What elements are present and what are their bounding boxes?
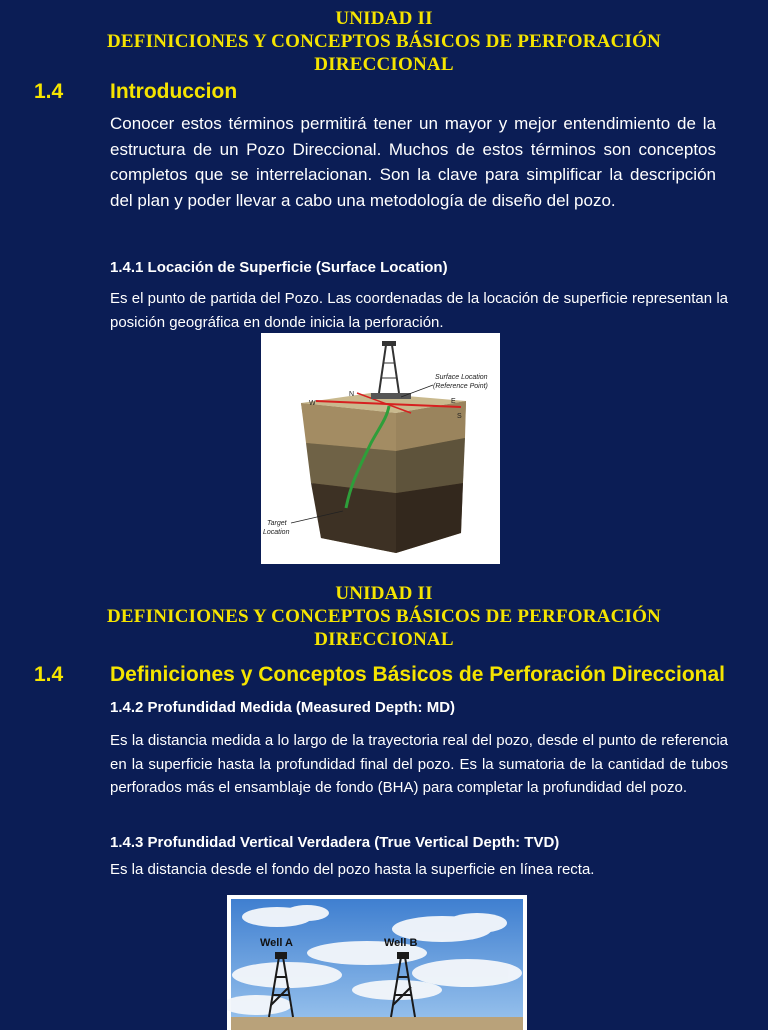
svg-text:Location: Location [263, 529, 290, 536]
unit-header [0, 580, 768, 651]
earth-block-diagram [261, 333, 500, 564]
wells-sky-illustration [227, 895, 527, 1030]
md-text: Es la distancia medida a lo largo de la trayectoria real del pozo, desde el punto de referencia en la superficie hasta la profundidad final del pozo. Es la sumatoria de la cantidad de tubos perforados más el ensamblaje de fondo (BHA) para completar la profundidad del pozo. [110, 732, 728, 796]
unit-title: UNIDAD II [335, 583, 433, 604]
section-heading [0, 663, 768, 693]
tvd-text: Es la distancia desde el fondo del pozo hasta la superficie en línea recta. [110, 861, 595, 878]
section-title: Definiciones y Conceptos Básicos de Perforación Direccional [110, 663, 726, 686]
unit-title: UNIDAD II [335, 8, 433, 29]
section-title: Introduccion [110, 80, 238, 103]
drilling-rig-icon [371, 341, 411, 399]
subsection-heading: 1.4.1 Locación de Superficie (Surface Location) [110, 259, 448, 276]
svg-text:(Reference Point): (Reference Point) [433, 383, 488, 390]
svg-text:E: E [451, 398, 456, 405]
md-heading: 1.4.2 Profundidad Medida (Measured Depth: MD) [110, 699, 456, 716]
unit-subtitle-line2: DIRECCIONAL [314, 54, 454, 75]
wells-figure [227, 895, 527, 1030]
svg-text:Surface Location: Surface Location [435, 374, 488, 381]
unit-subtitle-line1: DEFINICIONES Y CONCEPTOS BÁSICOS DE PERFORACIÓN [107, 606, 661, 627]
svg-text:W: W [309, 400, 316, 407]
section-heading [0, 80, 768, 110]
unit-header [0, 0, 768, 76]
well-b-label: Well B [384, 937, 418, 949]
well-a-label: Well A [260, 937, 294, 949]
unit-subtitle-line2: DIRECCIONAL [314, 629, 454, 650]
svg-text:N: N [349, 391, 355, 398]
unit-subtitle-line1: DEFINICIONES Y CONCEPTOS BÁSICOS DE PERFORACIÓN [107, 31, 661, 52]
intro-paragraph: Conocer estos términos permitirá tener un mayor y mejor entendimiento de la estructura de un Pozo Direccional. Muchos de estos términos son conceptos completos que se interrelacionan. Son la clave para simplificar la descripción del plan y poder llevar a cabo una metodología de diseño del pozo. [110, 114, 716, 210]
section-number: 1.4 [34, 80, 64, 103]
tvd-heading: 1.4.3 Profundidad Vertical Verdadera (True Vertical Depth: TVD) [110, 834, 560, 851]
section-number: 1.4 [34, 663, 64, 686]
svg-text:Target: Target [267, 520, 287, 527]
subsection-text: Es el punto de partida del Pozo. Las coordenadas de la locación de superficie representan la posición geográfica en donde inicia la perforación. [110, 290, 728, 331]
surface-location-figure [261, 333, 500, 564]
svg-text:S: S [457, 413, 462, 420]
